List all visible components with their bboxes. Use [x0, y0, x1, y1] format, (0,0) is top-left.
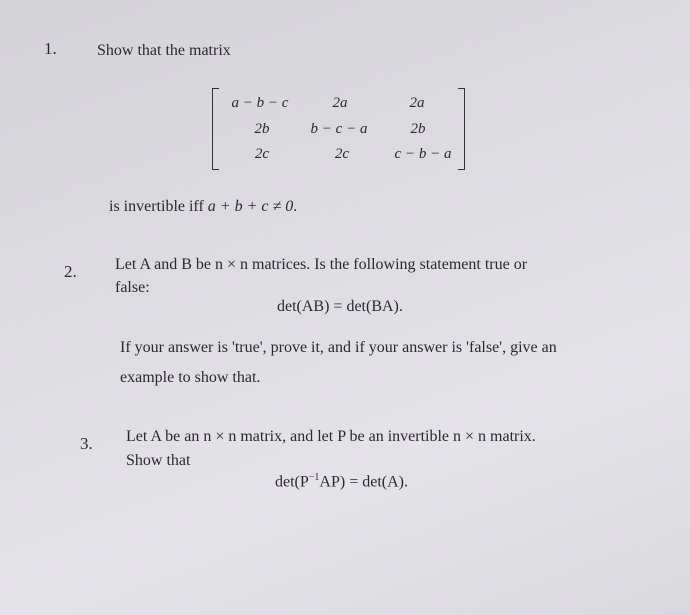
- problem-2-equation: det(AB) = det(BA).: [277, 298, 403, 315]
- problem-2-number: 2.: [64, 262, 77, 281]
- problem-2-line1: Let A and B be n × n matrices. Is the following statement true or: [115, 256, 528, 273]
- matrix-cell-r2c3: 2b: [410, 121, 426, 137]
- equation-rest: AP) = det(A).: [319, 473, 408, 491]
- matrix-cell-r1c3: 2a: [409, 95, 425, 111]
- matrix-cell-r2c1: 2b: [254, 121, 270, 137]
- problem-1-condition: [109, 198, 297, 216]
- problem-2-followup-line2: example to show that.: [120, 369, 261, 386]
- condition-suffix: .: [293, 198, 298, 215]
- problem-3-equation: [275, 472, 408, 491]
- matrix-cell-r1c2: 2a: [332, 95, 348, 111]
- problem-2-line2: false:: [115, 279, 150, 296]
- problem-3-number: 3.: [80, 434, 93, 453]
- problem-1-number: 1.: [44, 39, 57, 58]
- problem-2-followup-line1: If your answer is 'true', prove it, and if your answer is 'false', give an: [120, 339, 557, 356]
- condition-prefix: is invertible iff: [109, 198, 208, 215]
- matrix-cell-r2c2: b − c − a: [310, 121, 368, 137]
- condition-math: a + b + c ≠ 0: [207, 198, 294, 215]
- problem-3-line1: Let A be an n × n matrix, and let P be an invertible n × n matrix.: [126, 428, 536, 445]
- matrix-cell-r3c1: 2c: [254, 146, 270, 162]
- equation-main: det(P: [275, 473, 309, 491]
- matrix-cell-r3c3: c − b − a: [394, 146, 452, 162]
- problem-3-line2: Show that: [126, 452, 191, 469]
- equation-superscript: −1: [308, 472, 320, 483]
- matrix-cell-r3c2: 2c: [334, 146, 350, 162]
- problem-1-intro: Show that the matrix: [97, 42, 231, 59]
- matrix-cell-r1c1: a − b − c: [231, 95, 289, 111]
